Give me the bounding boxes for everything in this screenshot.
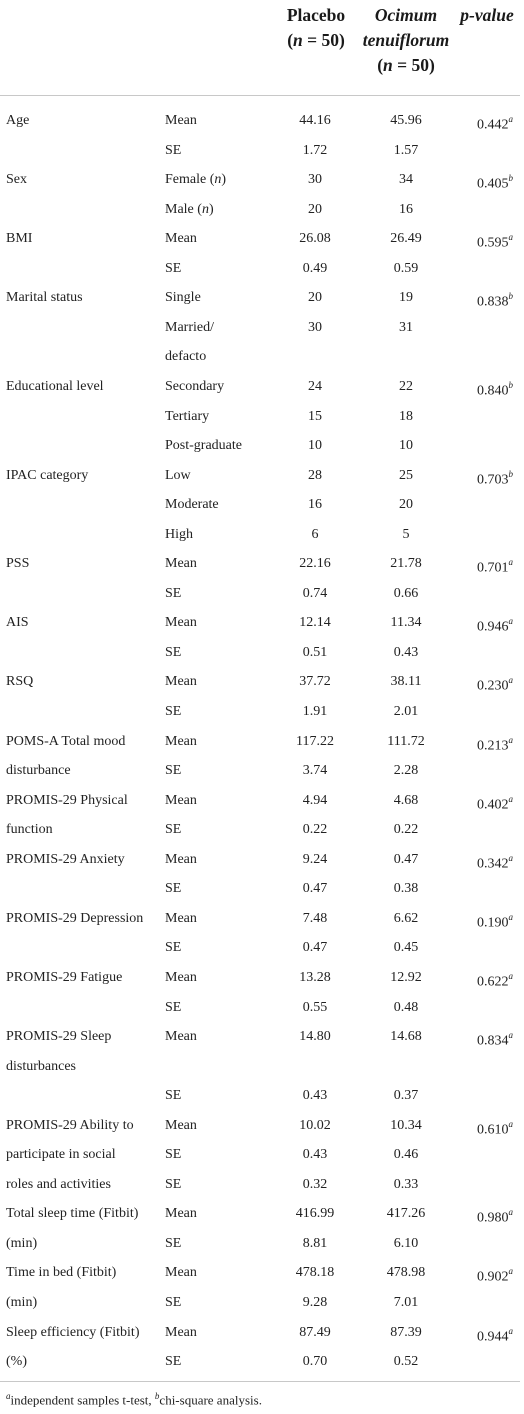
statistic-cell: Mean	[165, 113, 197, 128]
header-divider	[0, 95, 520, 96]
placebo-value-cell: 37.72	[299, 674, 331, 689]
ocimum-value-cell: 0.59	[393, 261, 419, 276]
placebo-value-cell: 7.48	[302, 911, 328, 926]
ocimum-value-cell: 0.22	[393, 822, 419, 837]
ocimum-value-cell: 7.01	[393, 1295, 419, 1310]
ocimum-value-cell: 31	[399, 320, 413, 335]
statistic-cell: Male (n)	[165, 202, 214, 217]
placebo-value-cell: 10	[308, 438, 322, 453]
placebo-value-cell: 0.43	[302, 1147, 328, 1162]
pvalue-cell	[455, 1111, 513, 1145]
pvalue-number: 0.622	[477, 974, 509, 990]
statistic-cell: Mean	[165, 1265, 197, 1280]
statistic-cell: SE	[165, 645, 182, 660]
pvalue-test-marker: a	[508, 1119, 513, 1129]
footnote-a-mark: a	[6, 1391, 11, 1401]
ocimum-value-cell: 26.49	[390, 231, 422, 246]
pvalue-test-marker: b	[508, 291, 513, 301]
placebo-value-cell: 10.02	[299, 1118, 331, 1133]
ocimum-column-header	[354, 3, 458, 78]
variable-cell: participate in social	[6, 1147, 116, 1162]
placebo-value-cell: 20	[308, 290, 322, 305]
pvalue-test-marker: a	[508, 912, 513, 922]
statistic-cell: SE	[165, 1000, 182, 1015]
statistic-cell: SE	[165, 1295, 182, 1310]
variable-cell: BMI	[6, 231, 33, 246]
pvalue-cell	[455, 963, 513, 997]
variable-cell: PROMIS-29 Fatigue	[6, 970, 123, 985]
variable-cell: (min)	[6, 1295, 38, 1310]
pvalue-test-marker: a	[508, 971, 513, 981]
placebo-value-cell: 4.94	[302, 793, 328, 808]
placebo-value-cell: 0.55	[302, 1000, 328, 1015]
placebo-value-cell: 30	[308, 320, 322, 335]
statistic-cell: Mean	[165, 1029, 197, 1044]
ocimum-value-cell: 0.33	[393, 1177, 419, 1192]
pvalue-cell	[455, 1199, 513, 1233]
variable-cell: disturbances	[6, 1059, 76, 1074]
pvalue-cell	[455, 667, 513, 701]
ocimum-value-cell: 2.28	[393, 763, 419, 778]
ocimum-value-cell: 38.11	[390, 674, 422, 689]
ocimum-value-cell: 45.96	[390, 113, 422, 128]
ocimum-value-cell: 34	[399, 172, 413, 187]
statistic-cell: SE	[165, 704, 182, 719]
pvalue-test-marker: a	[508, 675, 513, 685]
variable-cell: PROMIS-29 Anxiety	[6, 852, 125, 867]
placebo-value-cell: 1.91	[302, 704, 328, 719]
statistic-cell: Mean	[165, 231, 197, 246]
variable-cell: AIS	[6, 615, 29, 630]
ocimum-value-cell: 0.45	[393, 940, 419, 955]
ocimum-value-cell: 22	[399, 379, 413, 394]
pvalue-test-marker: a	[508, 1030, 513, 1040]
ocimum-header-line1: Ocimum	[374, 5, 438, 25]
pvalue-column-header: p-value	[460, 5, 514, 25]
pvalue-number: 0.230	[477, 678, 509, 694]
placebo-header-line1: Placebo	[286, 5, 346, 25]
ocimum-value-cell: 21.78	[390, 556, 422, 571]
variable-cell: disturbance	[6, 763, 71, 778]
ocimum-value-cell: 14.68	[390, 1029, 422, 1044]
pvalue-test-marker: b	[508, 380, 513, 390]
pvalue-number: 0.902	[477, 1269, 509, 1285]
placebo-value-cell: 0.51	[302, 645, 328, 660]
variable-cell: POMS-A Total mood	[6, 734, 126, 749]
pvalue-test-marker: a	[508, 616, 513, 626]
placebo-value-cell: 0.47	[302, 881, 328, 896]
ocimum-value-cell: 478.98	[386, 1265, 426, 1280]
pvalue-test-marker: a	[508, 1326, 513, 1336]
placebo-value-cell: 3.74	[302, 763, 328, 778]
statistic-cell: Mean	[165, 1325, 197, 1340]
variable-cell: Marital status	[6, 290, 83, 305]
pvalue-cell	[455, 1258, 513, 1292]
pvalue-test-marker: a	[508, 557, 513, 567]
placebo-value-cell: 9.24	[302, 852, 328, 867]
ocimum-value-cell: 0.46	[393, 1147, 419, 1162]
variable-cell: IPAC category	[6, 468, 89, 483]
ocimum-value-cell: 16	[399, 202, 413, 217]
statistic-cell: Secondary	[165, 379, 225, 394]
variable-cell: Time in bed (Fitbit)	[6, 1265, 117, 1280]
pvalue-cell	[455, 608, 513, 642]
footnote-a-text: independent samples t-test,	[10, 1392, 155, 1408]
table-footnote	[6, 1387, 262, 1409]
placebo-value-cell: 26.08	[299, 231, 331, 246]
statistic-cell: Single	[165, 290, 201, 305]
ocimum-header-line3: (n = 50)	[377, 55, 435, 75]
variable-cell: PSS	[6, 556, 30, 571]
placebo-value-cell: 20	[308, 202, 322, 217]
pvalue-cell	[455, 461, 513, 495]
pvalue-number: 0.840	[477, 383, 509, 399]
ocimum-value-cell: 0.37	[393, 1088, 419, 1103]
pvalue-cell	[455, 165, 513, 199]
statistic-cell: SE	[165, 1177, 182, 1192]
pvalue-cell	[455, 372, 513, 406]
pvalue-test-marker: b	[508, 469, 513, 479]
pvalue-cell	[455, 283, 513, 317]
pvalue-test-marker: a	[508, 232, 513, 242]
placebo-value-cell: 0.43	[302, 1088, 328, 1103]
ocimum-value-cell: 2.01	[393, 704, 419, 719]
placebo-value-cell: 9.28	[302, 1295, 328, 1310]
pvalue-number: 0.980	[477, 1210, 509, 1226]
statistic-cell: Mean	[165, 674, 197, 689]
pvalue-cell	[455, 224, 513, 258]
pvalue-number: 0.701	[477, 560, 509, 576]
statistic-cell: Mean	[165, 793, 197, 808]
pvalue-number: 0.405	[477, 176, 509, 192]
ocimum-value-cell: 4.68	[393, 793, 419, 808]
placebo-value-cell: 14.80	[299, 1029, 331, 1044]
statistic-cell: SE	[165, 1147, 182, 1162]
pvalue-cell	[455, 845, 513, 879]
ocimum-value-cell: 25	[399, 468, 413, 483]
placebo-value-cell: 6	[311, 527, 319, 542]
statistic-cell: SE	[165, 763, 182, 778]
statistic-cell: SE	[165, 881, 182, 896]
ocimum-value-cell: 12.92	[390, 970, 422, 985]
placebo-value-cell: 15	[308, 409, 322, 424]
variable-cell: Age	[6, 113, 30, 128]
placebo-value-cell: 1.72	[302, 143, 328, 158]
variable-cell: Educational level	[6, 379, 104, 394]
statistic-cell: Mean	[165, 1206, 197, 1221]
statistic-cell: SE	[165, 1236, 182, 1251]
pvalue-test-marker: a	[508, 735, 513, 745]
variable-cell: (%)	[6, 1354, 27, 1369]
ocimum-value-cell: 11.34	[390, 615, 422, 630]
statistic-cell: Mean	[165, 911, 197, 926]
statistic-cell: Low	[165, 468, 191, 483]
pvalue-number: 0.834	[477, 1033, 509, 1049]
ocimum-value-cell: 6.10	[393, 1236, 419, 1251]
variable-cell: PROMIS-29 Ability to	[6, 1118, 134, 1133]
placebo-value-cell: 12.14	[299, 615, 331, 630]
footnote-b-mark: b	[154, 1391, 160, 1401]
pvalue-test-marker: a	[508, 1266, 513, 1276]
placebo-value-cell: 0.74	[302, 586, 328, 601]
placebo-value-cell: 0.47	[302, 940, 328, 955]
placebo-value-cell: 16	[308, 497, 322, 512]
statistic-cell: Mean	[165, 852, 197, 867]
placebo-value-cell: 22.16	[299, 556, 331, 571]
statistic-cell: SE	[165, 822, 182, 837]
variable-cell: Sleep efficiency (Fitbit)	[6, 1325, 140, 1340]
placebo-value-cell: 416.99	[295, 1206, 335, 1221]
pvalue-number: 0.402	[477, 797, 509, 813]
ocimum-value-cell: 1.57	[393, 143, 419, 158]
ocimum-value-cell: 0.47	[393, 852, 419, 867]
statistic-cell: Mean	[165, 734, 197, 749]
ocimum-value-cell: 10	[399, 438, 413, 453]
pvalue-number: 0.944	[477, 1329, 509, 1345]
variable-cell: function	[6, 822, 53, 837]
footer-divider	[0, 1381, 520, 1382]
statistic-cell: High	[165, 527, 193, 542]
statistic-cell: Mean	[165, 1118, 197, 1133]
pvalue-cell	[455, 904, 513, 938]
placebo-value-cell: 8.81	[302, 1236, 328, 1251]
variable-cell: Sex	[6, 172, 27, 187]
pvalue-test-marker: a	[508, 853, 513, 863]
pvalue-test-marker: a	[508, 1207, 513, 1217]
placebo-value-cell: 0.22	[302, 822, 328, 837]
placebo-value-cell: 0.70	[302, 1354, 328, 1369]
pvalue-cell	[455, 727, 513, 761]
placebo-value-cell: 0.32	[302, 1177, 328, 1192]
pvalue-number: 0.838	[477, 294, 509, 310]
statistic-cell: Mean	[165, 615, 197, 630]
pvalue-number: 0.703	[477, 472, 509, 488]
pvalue-test-marker: a	[508, 794, 513, 804]
statistic-cell: SE	[165, 1088, 182, 1103]
pvalue-cell	[455, 786, 513, 820]
pvalue-cell	[455, 549, 513, 583]
ocimum-value-cell: 10.34	[390, 1118, 422, 1133]
pvalue-cell	[455, 1022, 513, 1056]
ocimum-value-cell: 87.39	[390, 1325, 422, 1340]
statistic-cell: Moderate	[165, 497, 219, 512]
ocimum-value-cell: 0.48	[393, 1000, 419, 1015]
variable-cell: PROMIS-29 Physical	[6, 793, 128, 808]
placebo-value-cell: 117.22	[296, 734, 334, 749]
statistic-cell: Post-graduate	[165, 438, 242, 453]
placebo-value-cell: 0.49	[302, 261, 328, 276]
ocimum-value-cell: 18	[399, 409, 413, 424]
statistic-cell: SE	[165, 261, 182, 276]
pvalue-number: 0.595	[477, 235, 509, 251]
pvalue-number: 0.190	[477, 915, 509, 931]
statistic-cell: Mean	[165, 556, 197, 571]
placebo-value-cell: 13.28	[299, 970, 331, 985]
pvalue-number: 0.946	[477, 619, 509, 635]
ocimum-value-cell: 19	[399, 290, 413, 305]
variable-cell: Total sleep time (Fitbit)	[6, 1206, 139, 1221]
ocimum-value-cell: 0.66	[393, 586, 419, 601]
variable-cell: roles and activities	[6, 1177, 111, 1192]
ocimum-value-cell: 111.72	[387, 734, 425, 749]
pvalue-cell	[455, 106, 513, 140]
pvalue-number: 0.442	[477, 117, 509, 133]
statistic-cell: SE	[165, 586, 182, 601]
placebo-header-line2: (n = 50)	[287, 30, 345, 50]
ocimum-value-cell: 0.52	[393, 1354, 419, 1369]
statistic-cell: Female (n)	[165, 172, 227, 187]
placebo-value-cell: 478.18	[295, 1265, 335, 1280]
pvalue-number: 0.342	[477, 856, 509, 872]
variable-cell: PROMIS-29 Depression	[6, 911, 144, 926]
placebo-value-cell: 30	[308, 172, 322, 187]
ocimum-value-cell: 0.38	[393, 881, 419, 896]
variable-cell: (min)	[6, 1236, 38, 1251]
placebo-value-cell: 28	[308, 468, 322, 483]
statistic-cell: SE	[165, 1354, 182, 1369]
ocimum-value-cell: 417.26	[386, 1206, 426, 1221]
ocimum-value-cell: 5	[402, 527, 410, 542]
pvalue-test-marker: b	[508, 173, 513, 183]
pvalue-number: 0.213	[477, 738, 509, 754]
ocimum-value-cell: 0.43	[393, 645, 419, 660]
statistic-cell: defacto	[165, 349, 207, 364]
statistic-cell: Married/	[165, 320, 214, 335]
footnote-b-text: chi-square analysis.	[159, 1392, 262, 1408]
statistic-cell: SE	[165, 940, 182, 955]
placebo-value-cell: 87.49	[299, 1325, 331, 1340]
ocimum-value-cell: 20	[399, 497, 413, 512]
pvalue-cell	[455, 1318, 513, 1352]
variable-cell: RSQ	[6, 674, 34, 689]
statistic-cell: Mean	[165, 970, 197, 985]
placebo-value-cell: 24	[308, 379, 322, 394]
ocimum-value-cell: 6.62	[393, 911, 419, 926]
pvalue-test-marker: a	[508, 114, 513, 124]
pvalue-number: 0.610	[477, 1122, 509, 1138]
ocimum-header-line2: tenuiflorum	[362, 30, 450, 50]
statistic-cell: SE	[165, 143, 182, 158]
placebo-value-cell: 44.16	[299, 113, 331, 128]
statistic-cell: Tertiary	[165, 409, 210, 424]
variable-cell: PROMIS-29 Sleep	[6, 1029, 112, 1044]
